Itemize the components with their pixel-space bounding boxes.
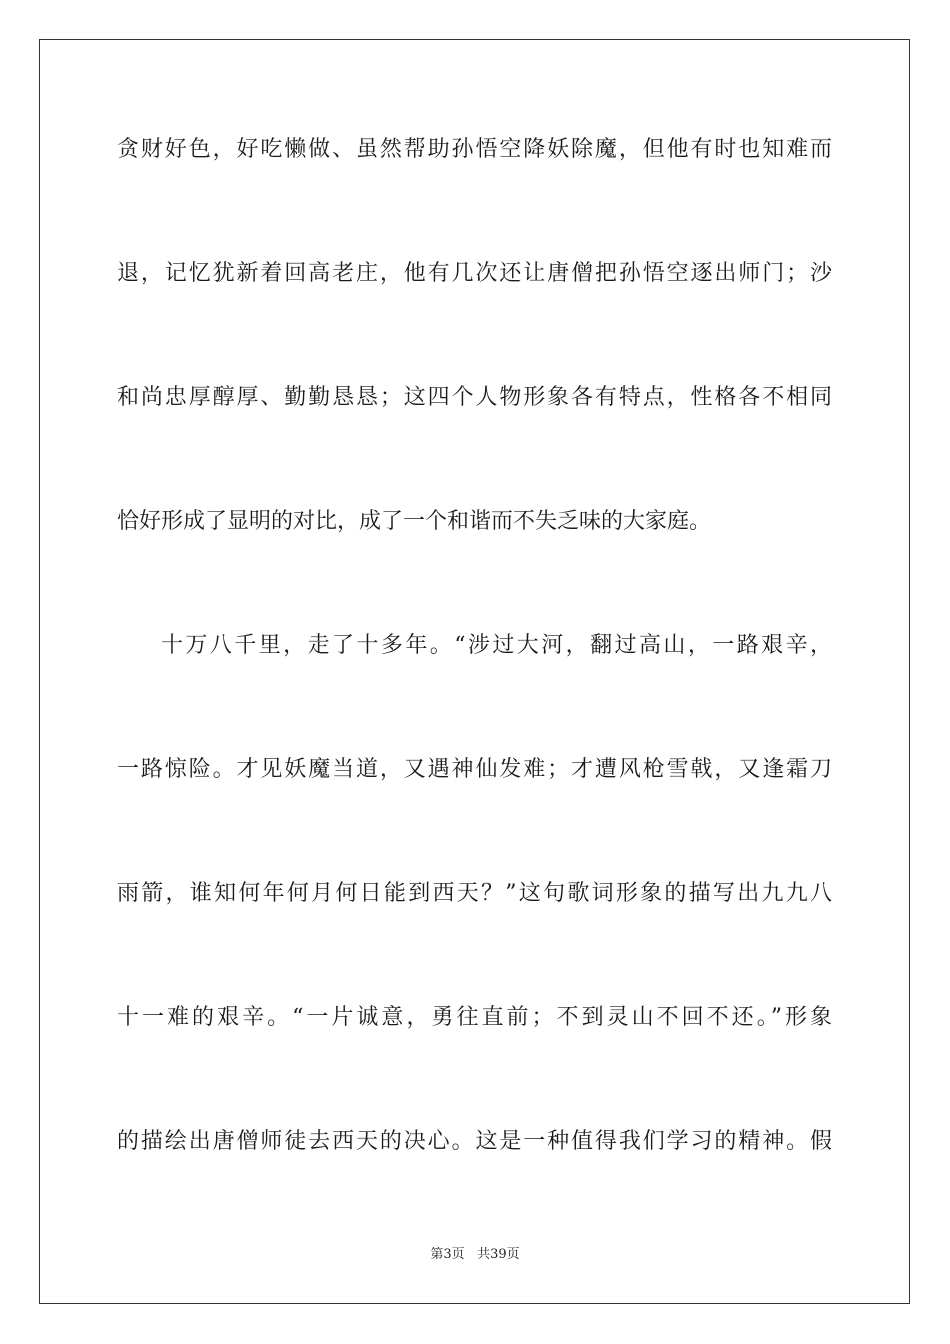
paragraph-start-line: 十万八千里，走了十多年。“涉过大河，翻过高山，一路艰辛， xyxy=(161,633,832,658)
page-border xyxy=(39,39,910,1304)
text-line: 恰好形成了显明的对比，成了一个和谐而不失乏味的大家庭。 xyxy=(117,509,712,534)
text-line: 的描绘出唐僧师徒去西天的决心。这是一种值得我们学习的精神。假 xyxy=(117,1129,832,1154)
text-line: 退，记忆犹新着回高老庄，他有几次还让唐僧把孙悟空逐出师门；沙 xyxy=(117,261,832,286)
text-line: 贪财好色，好吃懒做、虽然帮助孙悟空降妖除魔，但他有时也知难而 xyxy=(117,137,832,162)
page-footer xyxy=(0,1246,950,1264)
page-total: 共39页 xyxy=(477,1247,520,1262)
text-line: 雨箭，谁知何年何月何日能到西天？”这句歌词形象的描写出九九八 xyxy=(117,881,832,906)
page-number: 第3页 xyxy=(430,1247,465,1262)
text-line: 十一难的艰辛。“一片诚意，勇往直前；不到灵山不回不还。”形象 xyxy=(117,1005,832,1030)
text-line: 和尚忠厚醇厚、勤勤恳恳；这四个人物形象各有特点，性格各不相同 xyxy=(117,385,832,410)
text-line: 一路惊险。才见妖魔当道，又遇神仙发难；才遭风枪雪戟，又逢霜刀 xyxy=(117,757,832,782)
